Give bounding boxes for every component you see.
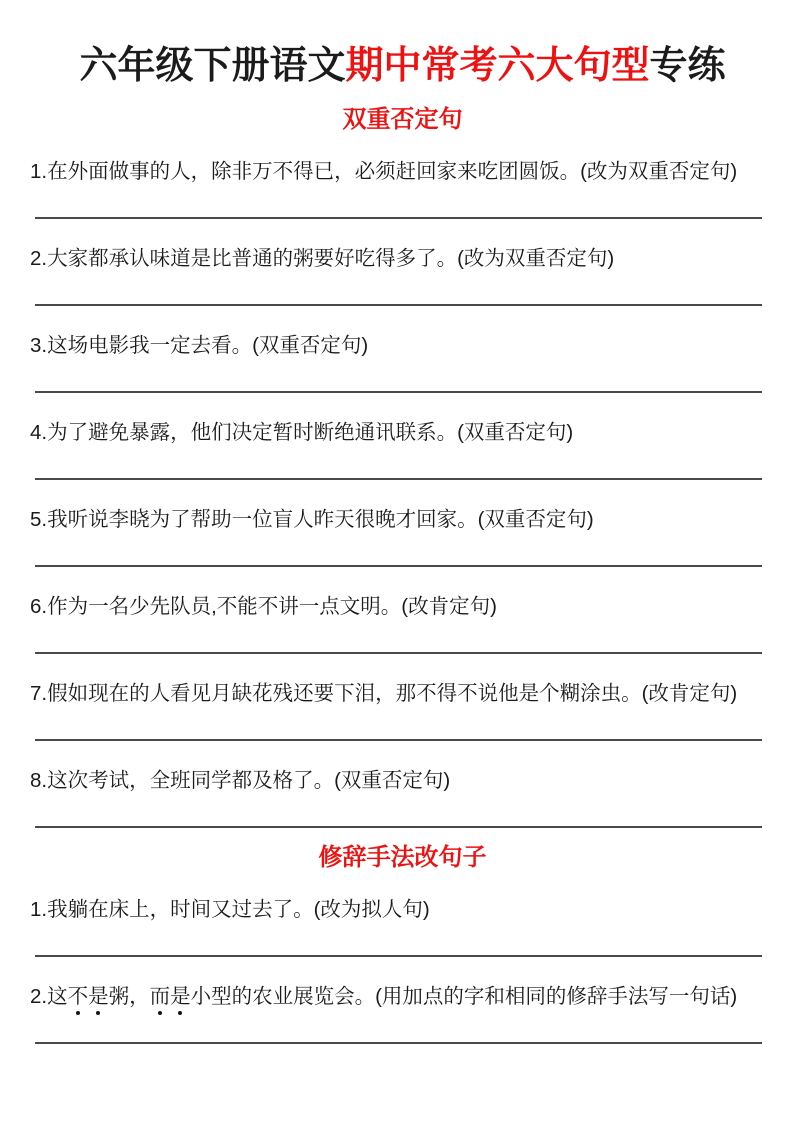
emphasized-text (68, 985, 109, 1008)
answer-blank-line (35, 304, 762, 306)
text-segment: 1.在外面做事的人，除非万不得已，必须赶回家来吃团圆饭。(改为双重否定句) (30, 160, 738, 183)
text-segment: 小型的农业展览会。(用加点的字和相同的修辞手法写一句话) (190, 985, 738, 1008)
worksheet-item-text (30, 983, 775, 1010)
worksheet-item-text (30, 506, 775, 533)
worksheet-item-text (30, 767, 775, 794)
answer-blank-line (35, 739, 762, 741)
title-segment: 期中常考六大句型 (345, 45, 650, 87)
text-segment: 5.我听说李晓为了帮助一位盲人昨天很晚才回家。(双重否定句) (30, 508, 594, 531)
worksheet-item-text (30, 419, 775, 446)
answer-blank-line (35, 955, 762, 957)
worksheet-item-text (30, 680, 775, 707)
emphasis-dot-char: 而 (149, 985, 171, 1008)
answer-blank-line (35, 217, 762, 219)
text-segment: 1.我躺在床上，时间又过去了。(改为拟人句) (30, 898, 430, 921)
title-segment: 专练 (649, 45, 726, 87)
text-segment: 粥， (108, 985, 150, 1008)
text-segment: 6.作为一名少先队员,不能不讲一点文明。(改肯定句) (30, 595, 497, 618)
title-segment: 六年级下册语文 (79, 45, 346, 87)
text-segment: 7.假如现在的人看见月缺花残还要下泪，那不得不说他是个糊涂虫。(改肯定句) (30, 682, 738, 705)
text-segment: 4.为了避免暴露，他们决定暂时断绝通讯联系。(双重否定句) (30, 421, 574, 444)
answer-blank-line (35, 652, 762, 654)
text-segment: 8.这次考试，全班同学都及格了。(双重否定句) (30, 769, 451, 792)
answer-blank-line (35, 391, 762, 393)
text-segment: 2.这 (30, 985, 68, 1008)
text-segment: 2.大家都承认味道是比普通的粥要好吃得多了。(改为双重否定句) (30, 247, 615, 270)
emphasis-dot-char: 不 (67, 985, 89, 1008)
worksheet-item-text (30, 245, 775, 272)
worksheet-item-text (30, 896, 775, 923)
section-heading: 双重否定句 (342, 106, 463, 133)
emphasized-text (150, 985, 191, 1008)
emphasis-dot-char: 是 (88, 985, 109, 1008)
worksheet-body (30, 106, 775, 1044)
worksheet-item-text (30, 593, 775, 620)
answer-blank-line (35, 826, 762, 828)
answer-blank-line (35, 565, 762, 567)
text-segment: 3.这场电影我一定去看。(双重否定句) (30, 334, 369, 357)
section-heading: 修辞手法改句子 (318, 844, 487, 871)
emphasis-dot-char: 是 (170, 985, 191, 1008)
answer-blank-line (35, 478, 762, 480)
worksheet-item-text (30, 158, 775, 185)
worksheet-title (30, 0, 775, 90)
worksheet-item-text (30, 332, 775, 359)
answer-blank-line (35, 1042, 762, 1044)
